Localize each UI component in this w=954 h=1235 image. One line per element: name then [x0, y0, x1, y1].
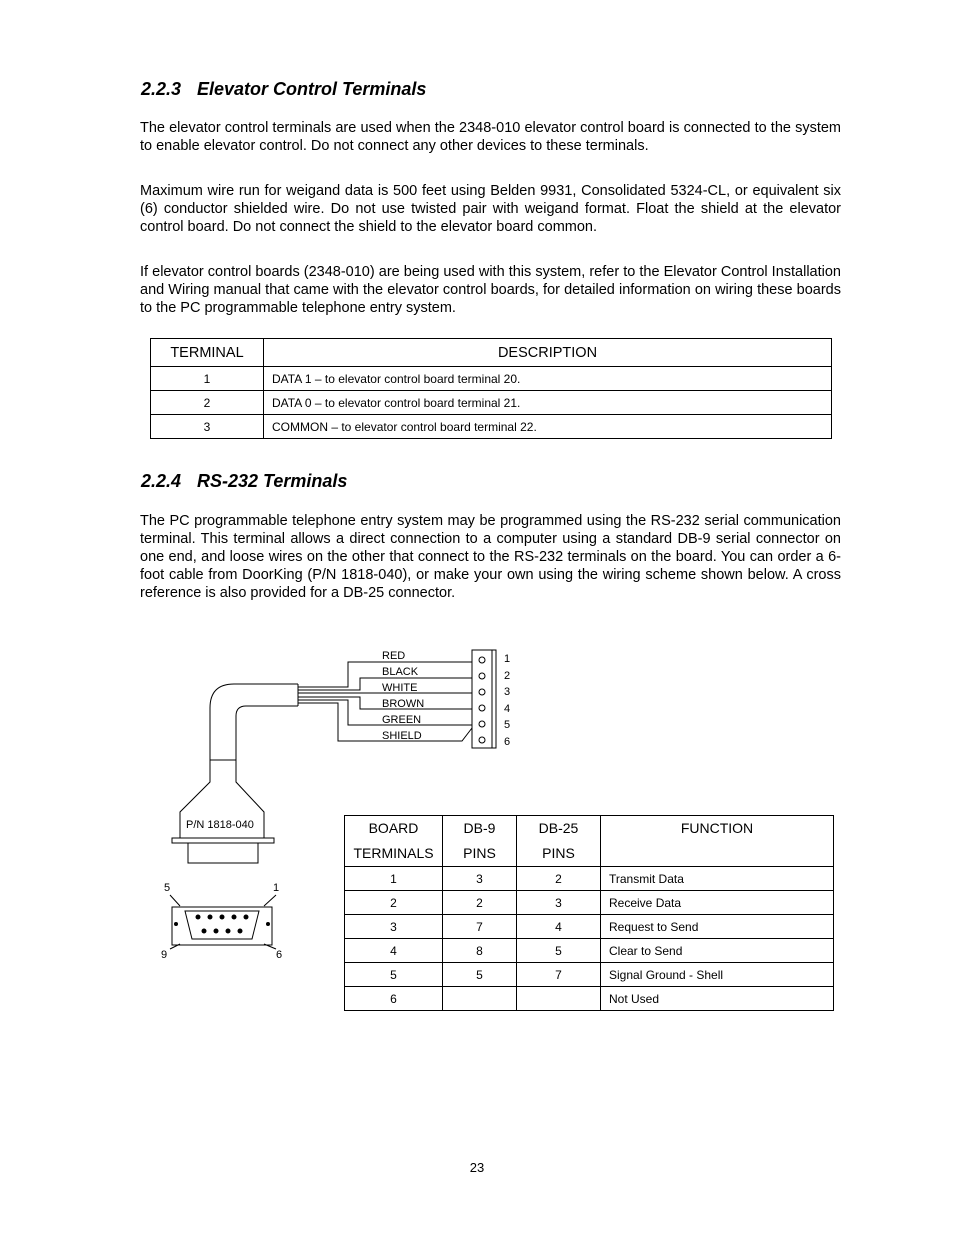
board-terminal-cell: 2 [345, 891, 443, 915]
terminal-screw-icon [479, 689, 485, 695]
terminal-number: 6 [504, 736, 511, 748]
header-line: PINS [542, 845, 575, 861]
section-number: 2.2.4 [141, 471, 182, 491]
table-row [345, 987, 834, 1011]
db9-pin-label: 1 [273, 882, 280, 894]
db9-pin-icon [208, 915, 213, 920]
db9-pin-label: 9 [161, 949, 168, 961]
cable-outline-outer [210, 684, 298, 760]
wire-label-white: WHITE [382, 682, 418, 694]
db9-pin-label: 5 [164, 882, 171, 894]
terminal-cell: 3 [151, 415, 264, 439]
terminal-cell: 1 [151, 367, 264, 391]
wire-label-red: RED [382, 650, 406, 662]
board-terminal-cell: 3 [345, 915, 443, 939]
header-terminal: TERMINAL [151, 339, 264, 367]
db9-pin-label: 6 [276, 949, 283, 961]
wire-label-shield: SHIELD [382, 730, 422, 742]
paragraph-rs232: The PC programmable telephone entry system may be programmed using the RS-232 serial communication terminal. This terminal allows a direct connection to a computer using a standard DB-9 serial connector on one end, and loose wires on the other that connect to the RS-232 terminals on the board. You can order a 6-foot cable from DoorKing (P/N 1818-040), or make your own using the wiring scheme shown below. A cross reference is also provided for a DB-25 connector. [140, 513, 841, 601]
header-db9-pins [443, 816, 517, 867]
rs232-pin-table [344, 815, 834, 1011]
paragraph-elevator-intro: The elevator control terminals are used when the 2348-010 elevator control board is connected to the system to enable elevator control. Do not connect any other devices to these terminals. [140, 120, 841, 154]
board-terminal-cell: 4 [345, 939, 443, 963]
db9-pin-cell [443, 987, 517, 1011]
part-number-label: P/N 1818-040 [186, 819, 254, 831]
function-cell: Receive Data [601, 891, 834, 915]
db9-mount-hole-icon [174, 922, 178, 926]
db9-pin-cell: 8 [443, 939, 517, 963]
db9-pin-cell: 5 [443, 963, 517, 987]
header-description: DESCRIPTION [264, 339, 832, 367]
header-line: PINS [463, 845, 496, 861]
terminal-number: 1 [504, 653, 511, 665]
db9-pin-icon [244, 915, 249, 920]
db9-pin-icon [196, 915, 201, 920]
db9-mount-hole-icon [266, 922, 270, 926]
description-cell: DATA 0 – to elevator control board terminal 21. [264, 391, 832, 415]
board-terminal-cell: 6 [345, 987, 443, 1011]
db25-pin-cell: 7 [517, 963, 601, 987]
cable-outline-inner [236, 706, 298, 760]
terminal-cell: 2 [151, 391, 264, 415]
board-terminal-cell: 5 [345, 963, 443, 987]
function-cell: Clear to Send [601, 939, 834, 963]
db25-pin-cell: 2 [517, 867, 601, 891]
header-line: DB-25 [538, 820, 579, 836]
table-row [345, 867, 834, 891]
terminal-number: 3 [504, 686, 511, 698]
table-row [345, 963, 834, 987]
header-line: DB-9 [463, 820, 496, 836]
db9-pin-cell: 2 [443, 891, 517, 915]
page-number: 23 [469, 1160, 485, 1175]
terminal-screw-icon [479, 673, 485, 679]
db25-pin-cell [517, 987, 601, 1011]
function-cell: Not Used [601, 987, 834, 1011]
section-number: 2.2.3 [141, 79, 182, 99]
terminal-screw-icon [479, 737, 485, 743]
db9-pin-icon [238, 929, 243, 934]
table-header-row [345, 816, 834, 867]
board-terminal-cell: 1 [345, 867, 443, 891]
header-board-terminals [345, 816, 443, 867]
db9-pin-icon [232, 915, 237, 920]
terminal-screw-icon [479, 705, 485, 711]
header-line: TERMINALS [353, 845, 434, 861]
header-function [601, 816, 834, 867]
terminal-number: 4 [504, 703, 511, 715]
section-title: Elevator Control Terminals [197, 79, 427, 99]
function-cell: Signal Ground - Shell [601, 963, 834, 987]
description-cell: DATA 1 – to elevator control board terminal 20. [264, 367, 832, 391]
terminal-number: 2 [504, 670, 511, 682]
db25-pin-cell: 3 [517, 891, 601, 915]
db25-pin-cell: 5 [517, 939, 601, 963]
terminal-screw-icon [479, 721, 485, 727]
header-db25-pins [517, 816, 601, 867]
function-cell: Transmit Data [601, 867, 834, 891]
wire-label-brown: BROWN [382, 698, 425, 710]
paragraph-elevator-boards: If elevator control boards (2348-010) are being used with this system, refer to the Elevator Control Installation and Wiring manual that came with the elevator control boards, for detailed information on wiring these boards to the PC programmable telephone entry system. [140, 264, 841, 316]
db9-pin-icon [226, 929, 231, 934]
table-row [345, 891, 834, 915]
header-line: FUNCTION [680, 820, 754, 836]
db9-pin-cell: 7 [443, 915, 517, 939]
header-line: BOARD [368, 820, 419, 836]
terminal-screw-icon [479, 657, 485, 663]
wire-label-black: BLACK [382, 666, 419, 678]
terminal-number: 5 [504, 719, 511, 731]
db9-pin-icon [214, 929, 219, 934]
table-row [345, 915, 834, 939]
paragraph-wire-run: Maximum wire run for weigand data is 500 feet using Belden 9931, Consolidated 5324-CL, or equivalent six (6) conductor shielded wire. Do not use twisted pair with weigand format. Float the shield at the elevator control board. Do not connect the shield to the elevator board common. [140, 183, 841, 235]
db9-pin-icon [202, 929, 207, 934]
description-cell: COMMON – to elevator control board terminal 22. [264, 415, 832, 439]
db9-flange [172, 838, 274, 843]
db25-pin-cell: 4 [517, 915, 601, 939]
section-title: RS-232 Terminals [197, 471, 348, 491]
db9-pin-cell: 3 [443, 867, 517, 891]
table-row [345, 939, 834, 963]
wire-label-green: GREEN [382, 714, 422, 726]
function-cell: Request to Send [601, 915, 834, 939]
db9-pin-icon [220, 915, 225, 920]
db9-shell [188, 843, 258, 863]
